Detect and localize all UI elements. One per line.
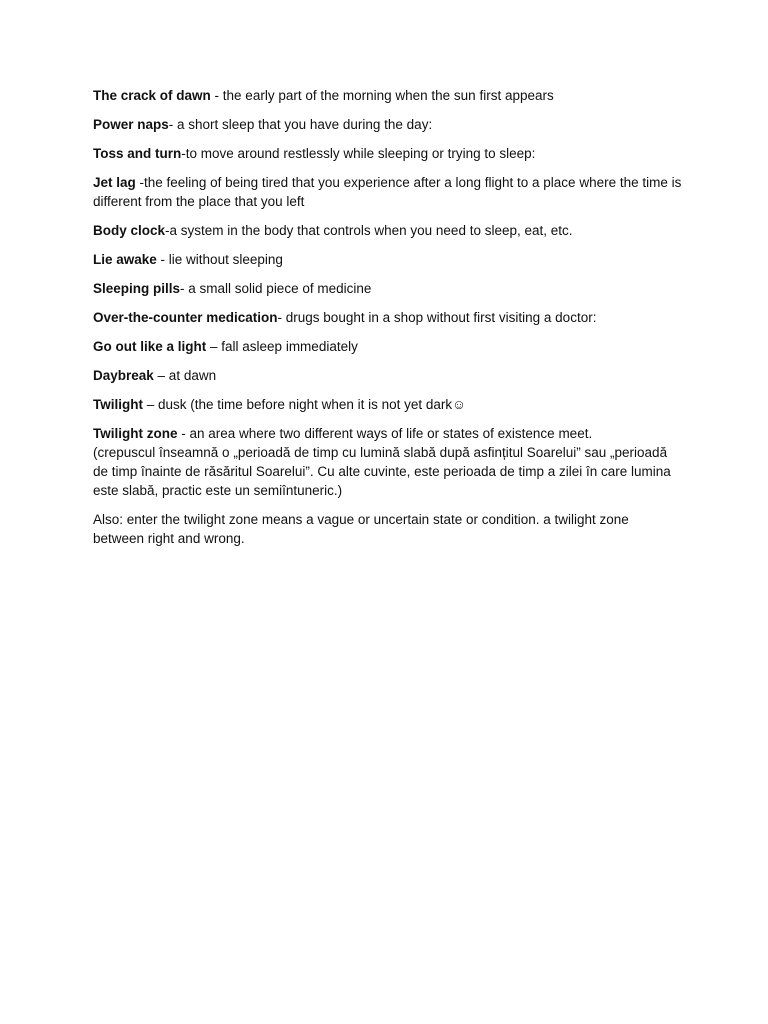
romanian-note: (crepuscul înseamnă o „perioadă de timp cu lumină slabă după asfințitul Soarelui” sau „perioadă de timp înainte de răsăritul Soarelui”. Cu alte cuvinte, este perioada de timp a zilei în care lumina este slabă, practic este un semiîntuneric.) [93, 445, 671, 498]
entry-body-clock [93, 221, 683, 240]
definition: - an area where two different ways of life or states of existence meet. [177, 426, 593, 441]
term: Sleeping pills [93, 281, 181, 296]
entry-otc-medication [93, 308, 683, 327]
definition: – dusk (the time before night when it is not yet dark☺ [143, 397, 466, 412]
entry-jet-lag [93, 173, 683, 211]
term: The crack of dawn [93, 88, 211, 103]
term: Jet lag [93, 175, 136, 190]
term: Daybreak [93, 368, 154, 383]
entry-sleeping-pills [93, 279, 683, 298]
term: Twilight [93, 397, 143, 412]
definition: - drugs bought in a shop without first visiting a doctor: [277, 310, 597, 325]
definition: – at dawn [153, 368, 217, 383]
term: Body clock [93, 223, 166, 238]
term: Over-the-counter medication [93, 310, 278, 325]
definition: - the early part of the morning when the sun first appears [210, 88, 554, 103]
document-page [93, 86, 683, 558]
definition: - a short sleep that you have during the day: [168, 117, 433, 132]
definition: -the feeling of being tired that you experience after a long flight to a place where the time is different from the place that you left [93, 175, 682, 209]
definition: -a system in the body that controls when you need to sleep, eat, etc. [165, 223, 573, 238]
definition: - lie without sleeping [156, 252, 283, 267]
entry-daybreak [93, 366, 683, 385]
term: Toss and turn [93, 146, 182, 161]
term: Power naps [93, 117, 169, 132]
entry-twilight-zone [93, 424, 683, 500]
entry-crack-of-dawn [93, 86, 683, 105]
term: Go out like a light [93, 339, 207, 354]
term: Lie awake [93, 252, 157, 267]
also-paragraph: Also: enter the twilight zone means a vague or uncertain state or condition. a twilight zone between right and wrong. [93, 512, 629, 546]
entry-lie-awake [93, 250, 683, 269]
definition: -to move around restlessly while sleeping or trying to sleep: [181, 146, 536, 161]
entry-go-out-like-a-light [93, 337, 683, 356]
definition: – fall asleep immediately [206, 339, 358, 354]
entry-toss-and-turn [93, 144, 683, 163]
entry-power-naps [93, 115, 683, 134]
term: Twilight zone [93, 426, 178, 441]
definition: - a small solid piece of medicine [180, 281, 372, 296]
entry-twilight [93, 395, 683, 414]
